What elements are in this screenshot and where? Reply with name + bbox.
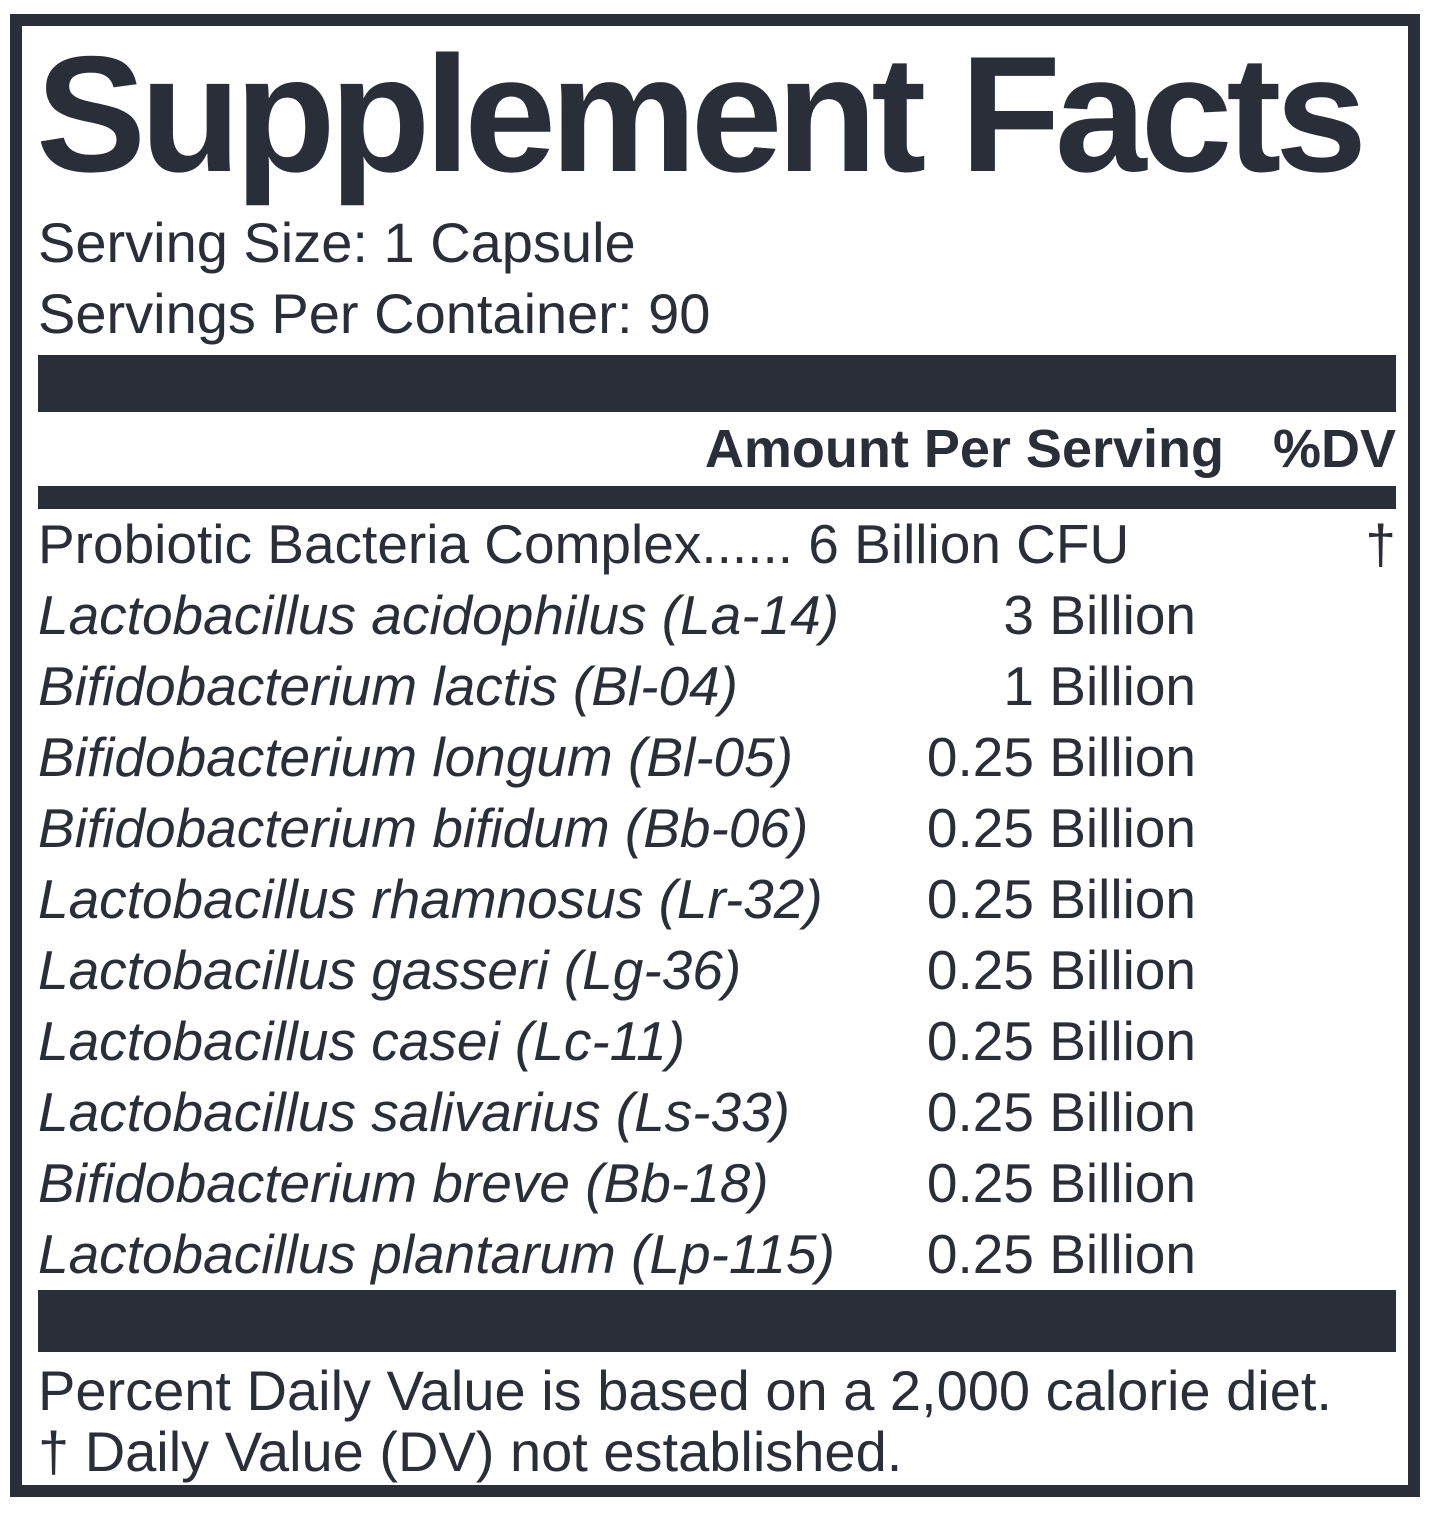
ingredient-name: Lactobacillus acidophilus (La-14) (38, 584, 840, 646)
ingredient-amount: 0.25 Billion (926, 939, 1196, 1001)
ingredient-amount: 3 Billion (1003, 584, 1196, 646)
ingredient-name: Probiotic Bacteria Complex...... 6 Billion CFU (38, 513, 1130, 575)
ingredient-dv (1196, 864, 1396, 935)
column-header-row (38, 412, 1396, 486)
ingredient-name: Lactobacillus casei (Lc-11) (38, 1010, 686, 1072)
footnote-percent-dv: Percent Daily Value is based on a 2,000 calorie diet. (38, 1359, 1332, 1422)
ingredient-row (38, 793, 1396, 864)
ingredient-row (38, 722, 1396, 793)
ingredient-name: Lactobacillus rhamnosus (Lr-32) (38, 868, 823, 930)
ingredient-row (38, 1219, 1396, 1290)
ingredient-row (38, 935, 1396, 1006)
ingredient-name: Bifidobacterium lactis (Bl-04) (38, 655, 738, 717)
ingredient-dv (1196, 722, 1396, 793)
ingredient-dv (1196, 793, 1396, 864)
ingredient-name: Lactobacillus salivarius (Ls-33) (38, 1081, 790, 1143)
percent-dv-header: %DV (1272, 419, 1396, 479)
ingredient-dv (1196, 580, 1396, 651)
ingredient-row (38, 509, 1396, 580)
ingredient-dv (1196, 935, 1396, 1006)
ingredient-amount: 0.25 Billion (926, 1223, 1196, 1285)
separator-bar-bottom (38, 1290, 1396, 1352)
servings-per-container-text: Servings Per Container: 90 (38, 282, 711, 345)
ingredient-amount: 0.25 Billion (926, 726, 1196, 788)
ingredient-row (38, 580, 1396, 651)
ingredient-dv (1196, 1219, 1396, 1290)
ingredient-row (38, 1006, 1396, 1077)
ingredient-dv: † (1365, 513, 1396, 575)
ingredient-amount: 0.25 Billion (926, 797, 1196, 859)
ingredient-name: Bifidobacterium bifidum (Bb-06) (38, 797, 809, 859)
ingredient-amount: 0.25 Billion (926, 1081, 1196, 1143)
ingredient-name: Lactobacillus gasseri (Lg-36) (38, 939, 742, 1001)
ingredient-rows (38, 509, 1396, 1290)
ingredient-dv (1196, 1148, 1396, 1219)
ingredient-name: Bifidobacterium breve (Bb-18) (38, 1152, 769, 1214)
ingredient-amount: 0.25 Billion (926, 1152, 1196, 1214)
serving-size-text: Serving Size: 1 Capsule (38, 211, 636, 274)
ingredient-row (38, 651, 1396, 722)
ingredient-dv (1196, 1006, 1396, 1077)
footnote-dv-not-established: † Daily Value (DV) not established. (38, 1420, 903, 1483)
amount-per-serving-header: Amount Per Serving (704, 419, 1224, 479)
ingredient-dv (1196, 1077, 1396, 1148)
ingredient-name: Lactobacillus plantarum (Lp-115) (38, 1223, 835, 1285)
header-underline-bar (38, 486, 1396, 509)
ingredient-row (38, 1148, 1396, 1219)
ingredient-row (38, 864, 1396, 935)
ingredient-amount: 0.25 Billion (926, 868, 1196, 930)
ingredient-row (38, 1077, 1396, 1148)
separator-bar-top (38, 355, 1396, 412)
ingredient-amount: 0.25 Billion (926, 1010, 1196, 1072)
ingredient-dv (1196, 651, 1396, 722)
ingredient-amount: 1 Billion (1003, 655, 1196, 717)
footnotes (38, 1360, 1396, 1482)
page-title: Supplement Facts (36, 22, 1362, 206)
ingredient-name: Bifidobacterium longum (Bl-05) (38, 726, 794, 788)
supplement-facts-label (10, 14, 1420, 1497)
